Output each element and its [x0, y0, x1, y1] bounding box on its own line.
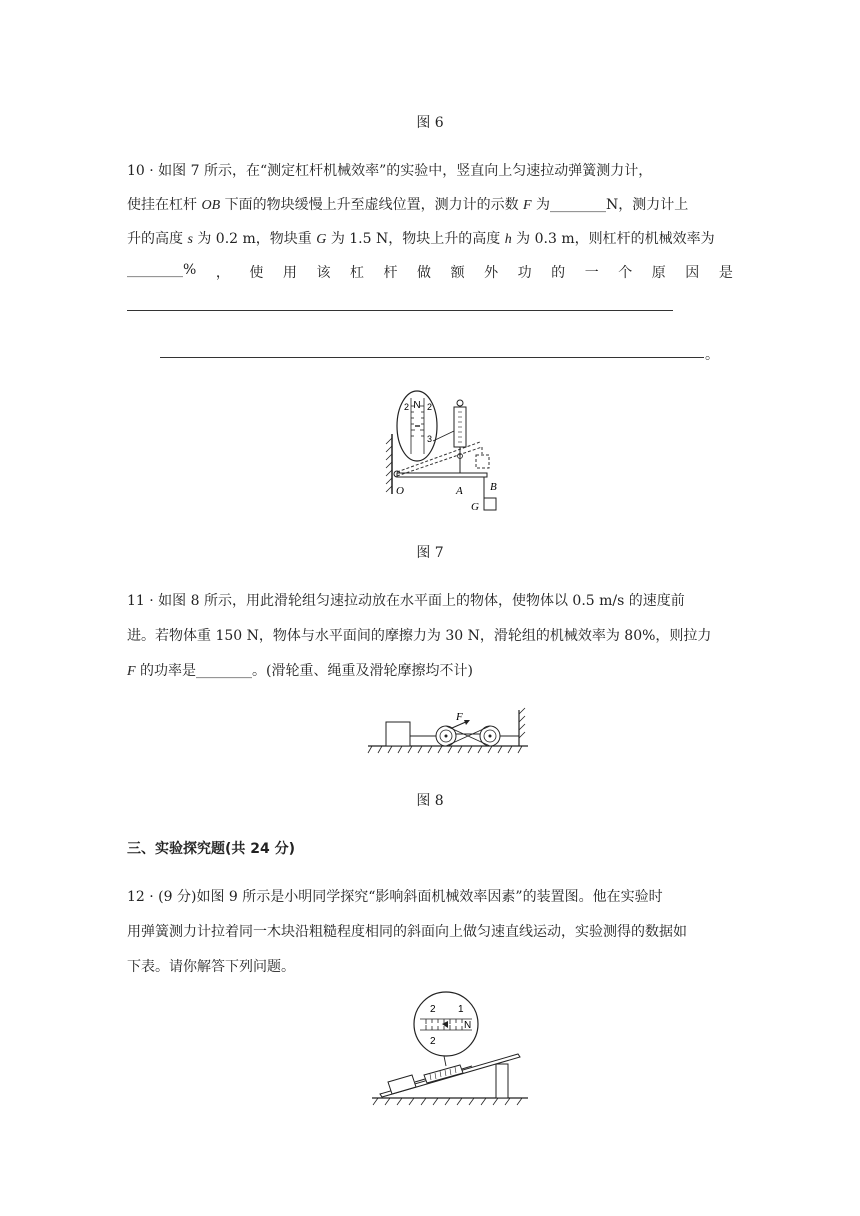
q11-text: 的功率是________。(滑轮重、绳重及滑轮摩擦均不计) [135, 663, 473, 679]
q10-line-4 [127, 262, 733, 282]
gauge-unit-label: N [464, 1020, 472, 1031]
var-g: G [316, 232, 327, 247]
var-s: s [187, 232, 193, 247]
q10-token: 的 [551, 265, 566, 281]
q12-line-3: 下表。请你解答下列问题。 [127, 959, 295, 975]
figure-9-incline-diagram [368, 990, 538, 1108]
balance-ring [457, 400, 463, 406]
wooden-block [388, 1075, 416, 1094]
q10-text: 为 0.3 m，则杠杆的机械效率为 [511, 231, 715, 247]
q10-token: 杠 [349, 265, 364, 281]
var-f: F [523, 198, 532, 213]
label-g: G [471, 501, 479, 513]
q10-text: 升的高度 [127, 231, 188, 247]
q12-line-1: 12 · (9 分)如图 9 所示是小明同学探究“影响斜面机械效率因素”的装置图。他在实验时 [127, 889, 663, 905]
figure-8-caption: 图 8 [416, 793, 444, 809]
q10-line-2 [127, 194, 688, 214]
answer-blank-line-1 [127, 310, 673, 311]
q10-text: 为 1.5 N，物块上升的高度 [326, 231, 505, 247]
q12-line-2: 用弹簧测力计拉着同一木块沿粗糙程度相同的斜面向上做匀速直线运动，实验测得的数据如 [127, 924, 687, 940]
q10-text: 下面的物块缓慢上升至虚线位置，测力计的示数 [220, 197, 524, 213]
q10-line-3 [127, 228, 715, 248]
q10-token: 外 [484, 265, 499, 281]
gauge-right-label: 2 [427, 402, 433, 412]
pulley-axle [445, 735, 448, 738]
q10-token: 是 [718, 265, 733, 281]
q11-line-2: 进。若物体重 150 N，物体与水平面间的摩擦力为 30 N，滑轮组的机械效率为 80%，则拉力 [127, 628, 712, 644]
object-block [386, 722, 410, 746]
gauge-left-label: 2 [404, 402, 410, 412]
q10-text: 使挂在杠杆 [127, 197, 202, 213]
q10-token: 用 [282, 265, 297, 281]
support-block [496, 1064, 508, 1098]
label-o: O [396, 485, 404, 497]
var-h: h [504, 232, 512, 247]
figure-8-pulley-diagram [364, 704, 534, 760]
lever-bar [397, 473, 487, 477]
q10-token: 做 [417, 265, 432, 281]
q10-token: 个 [618, 265, 633, 281]
q10-token: 使 [249, 265, 264, 281]
answer-blank-line-2 [160, 357, 704, 358]
var-f: F [127, 664, 136, 679]
spring-balance [424, 1065, 463, 1083]
figure-7-lever-diagram [380, 386, 500, 516]
gauge-right-bottom-label: 3 [427, 434, 433, 444]
pulley-axle [489, 735, 492, 738]
q10-text: 为 0.2 m，物块重 [192, 231, 317, 247]
wall-hatching [519, 708, 525, 738]
q11-line-1: 11 · 如图 8 所示，用此滑轮组匀速拉动放在水平面上的物体，使物体以 0.5 m/s 的速度前 [127, 593, 685, 609]
ground-hatching [368, 746, 522, 753]
q10-blank-f: 为________N，测力计上 [531, 197, 689, 213]
label-a: A [456, 485, 463, 497]
q10-token: 该 [316, 265, 331, 281]
gauge-label-2-bottom: 2 [430, 1036, 436, 1047]
q10-line-1: 10 · 如图 7 所示，在“测定杠杆机械效率”的实验中，竖直向上匀速拉动弹簧测力计， [127, 163, 653, 179]
q10-token: 因 [685, 265, 700, 281]
section-3-heading: 三、实验探究题(共 24 分) [127, 841, 296, 857]
block-g [484, 498, 496, 510]
figure-6-caption: 图 6 [416, 115, 444, 131]
label-f: F [456, 711, 463, 723]
q10-token: 杆 [383, 265, 398, 281]
figure-7-caption: 图 7 [416, 545, 444, 561]
wall-hatching [386, 438, 392, 492]
q10-token: 功 [517, 265, 532, 281]
q10-token: ________% [127, 262, 197, 278]
var-ob: OB [201, 198, 221, 213]
q10-period: 。 [705, 347, 719, 363]
gauge-label-2: 2 [430, 1004, 436, 1015]
q10-token: 原 [651, 265, 666, 281]
q10-token: 额 [450, 265, 465, 281]
q10-token: 一 [584, 265, 599, 281]
q11-line-3 [127, 660, 473, 680]
label-b: B [490, 481, 497, 493]
q10-token: ， [215, 265, 230, 281]
magnifier-pointer [444, 1056, 446, 1066]
gauge-label-1: 1 [458, 1004, 464, 1015]
ground-hatching [373, 1098, 522, 1105]
gauge-unit-label: N [413, 400, 421, 411]
